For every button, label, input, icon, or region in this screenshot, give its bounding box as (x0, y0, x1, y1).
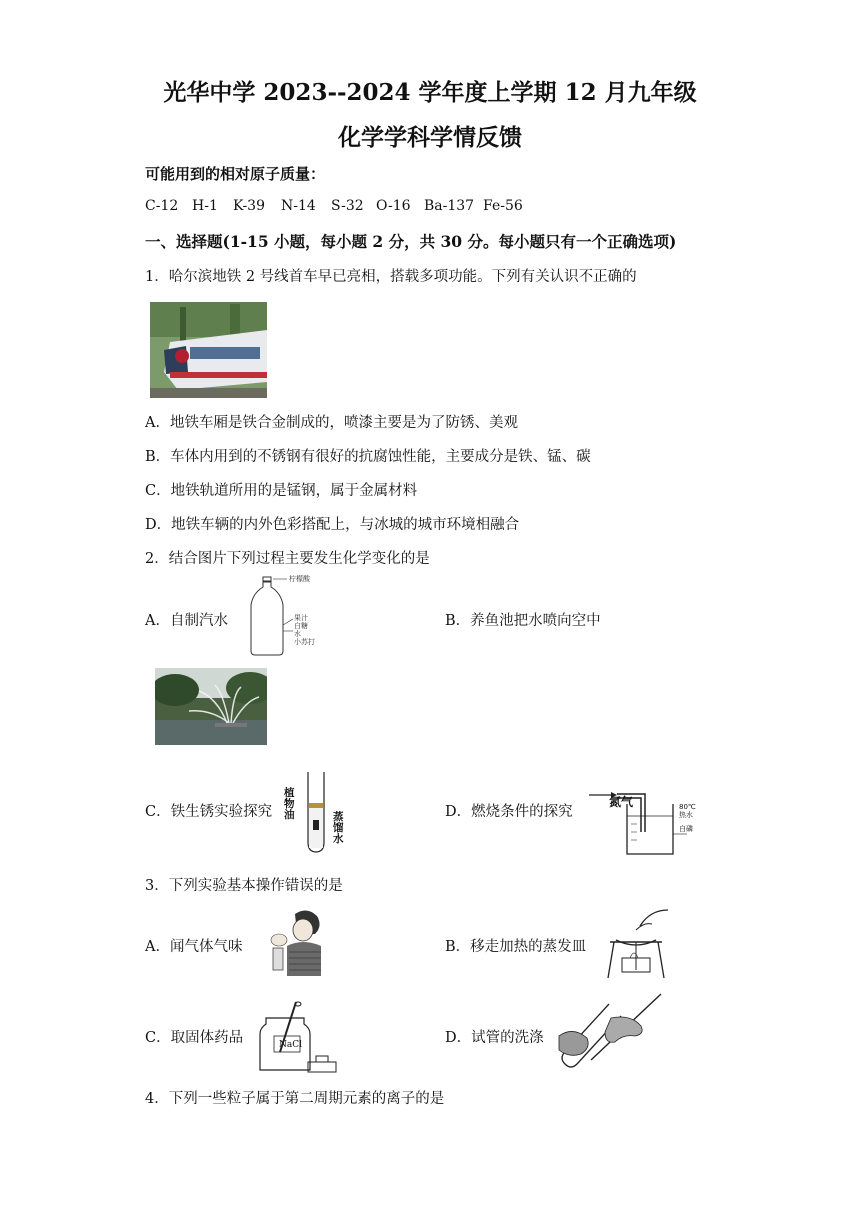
label-plant-oil: 植物油 (284, 787, 295, 821)
question-4-stem: 4．下列一些粒子属于第二周期元素的离子的是 (145, 1091, 445, 1107)
evaporating-dish-figure (600, 906, 672, 981)
question-3-option-a: A．闻气体气味 (145, 939, 243, 955)
washing-test-tube-figure (551, 990, 671, 1076)
smelling-gas-figure (265, 906, 333, 976)
label-juice: 果汁 (294, 614, 308, 622)
label-hot-water: 热水 (679, 811, 693, 819)
question-1-stem: 1．哈尔滨地铁 2 号线首车早已亮相，搭载多项功能。下列有关认识不正确的 (145, 269, 637, 285)
atomic-mass-list (145, 198, 523, 214)
atomic-mass-item: O-16 (376, 198, 411, 214)
test-tube-figure (305, 770, 327, 855)
beaker-labels (679, 803, 696, 833)
label-citric-acid: 柠檬酸 (289, 575, 310, 583)
atomic-mass-item: H-1 (192, 198, 218, 214)
atomic-mass-item: Fe-56 (483, 198, 523, 214)
atomic-mass-item: N-14 (281, 198, 316, 214)
question-2-option-a: A．自制汽水 (145, 613, 228, 629)
atomic-mass-item: K-39 (233, 198, 265, 214)
label-water: 水 (294, 630, 301, 638)
page-subtitle: 化学学科学情反馈 (338, 124, 522, 151)
question-2-option-b: B．养鱼池把水喷向空中 (445, 613, 601, 629)
question-3-option-c: C．取固体药品 (145, 1030, 244, 1046)
label-distilled-water: 蒸馏水 (333, 811, 344, 845)
bottle-ingredients (294, 614, 315, 646)
atomic-mass-item: S-32 (331, 198, 364, 214)
question-3-stem: 3．下列实验基本操作错误的是 (145, 878, 343, 894)
atomic-mass-item: Ba-137 (424, 198, 475, 214)
question-3-option-b: B．移走加热的蒸发皿 (445, 939, 587, 955)
label-baking-soda: 小苏打 (294, 638, 315, 646)
reagent-jar-figure (256, 1000, 344, 1076)
label-temperature: 80℃ (679, 803, 696, 811)
section-heading: 一、选择题(1-15 小题，每小题 2 分，共 30 分。每小题只有一个正确选项) (145, 232, 677, 251)
label-nitrogen: 氮气 (609, 795, 634, 809)
atomic-mass-item: C-12 (145, 198, 179, 214)
question-2-option-d: D．燃烧条件的探究 (445, 804, 573, 820)
page-title: 光华中学 2023--2024 学年度上学期 12 月九年级 (163, 79, 697, 106)
atomic-mass-heading: 可能用到的相对原子质量： (145, 165, 326, 183)
label-sugar: 白糖 (294, 622, 308, 630)
question-2-stem: 2．结合图片下列过程主要发生化学变化的是 (145, 551, 430, 567)
label-nacl: NaCl (279, 1040, 303, 1050)
label-white-phosphorus: 白磷 (679, 825, 693, 833)
question-1-option-a: A．地铁车厢是铁合金制成的，喷漆主要是为了防锈、美观 (145, 415, 518, 431)
question-2-option-c: C．铁生锈实验探究 (145, 804, 273, 820)
question-1-option-b: B．车体内用到的不锈钢有很好的抗腐蚀性能，主要成分是铁、锰、碳 (145, 449, 591, 465)
question-1-option-c: C．地铁轨道所用的是锰钢，属于金属材料 (145, 483, 418, 499)
metro-train-image (150, 302, 267, 398)
fountain-image (155, 668, 267, 745)
question-3-option-d: D．试管的洗涤 (445, 1030, 544, 1046)
question-1-option-d: D．地铁车辆的内外色彩搭配上，与冰城的城市环境相融合 (145, 517, 520, 533)
